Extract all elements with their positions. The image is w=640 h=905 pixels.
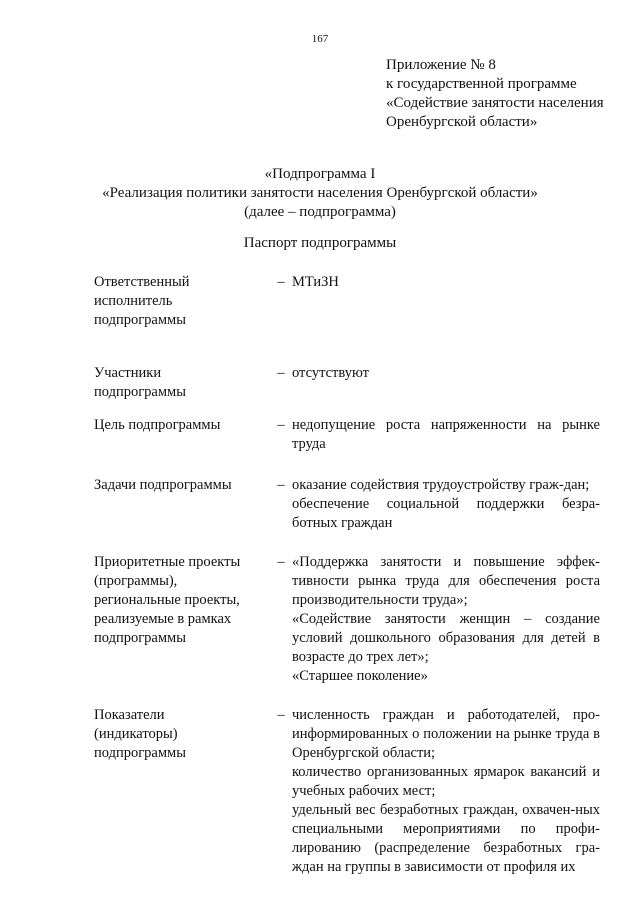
label-line: реализуемые в рамках <box>94 611 232 627</box>
row-label <box>94 273 270 330</box>
label-line: исполнитель <box>94 293 173 309</box>
subprogram-title <box>0 165 640 222</box>
value-paragraph: численность граждан и работодателей, про-информированных о положении на рынке труда в Оренбургской области; <box>292 707 600 761</box>
row-value <box>292 706 600 877</box>
dash: – <box>277 707 285 723</box>
appendix-line: к государственной программе <box>386 76 577 92</box>
passport-row-responsible <box>94 273 600 330</box>
label-line: Ответственный <box>94 274 190 290</box>
value-paragraph: обеспечение социальной поддержки безра-ботных граждан <box>292 496 600 531</box>
dash: – <box>277 477 285 493</box>
row-value <box>292 476 600 533</box>
appendix-line: Приложение № 8 <box>386 57 496 73</box>
passport-table <box>94 273 600 877</box>
value-paragraph: отсутствуют <box>292 365 369 381</box>
row-value <box>292 553 600 686</box>
appendix-header <box>386 56 604 132</box>
title-line: «Реализация политики занятости населения Оренбургской области» <box>102 185 538 201</box>
passport-row-priority-projects <box>94 553 600 686</box>
label-line: Задачи подпрограммы <box>94 477 232 493</box>
row-value <box>292 273 600 292</box>
passport-row-tasks <box>94 476 600 533</box>
label-line: Показатели <box>94 707 165 723</box>
value-paragraph: недопущение роста напряженности на рынке труда <box>292 417 600 452</box>
page-number: 167 <box>311 33 329 45</box>
row-label <box>94 706 270 763</box>
label-line: (программы), <box>94 573 178 589</box>
title-line: (далее – подпрограмма) <box>244 204 396 220</box>
label-line: подпрограммы <box>94 630 186 646</box>
value-paragraph: количество организованных ярмарок вакансий и учебных рабочих мест; <box>292 764 600 799</box>
value-paragraph: «Содействие занятости женщин – создание условий дошкольного образования для детей в возрасте до трех лет»; <box>292 611 600 665</box>
row-label <box>94 416 270 435</box>
dash: – <box>277 417 285 433</box>
label-line: подпрограммы <box>94 312 186 328</box>
label-line: подпрограммы <box>94 384 186 400</box>
passport-row-participants <box>94 364 600 402</box>
dash: – <box>277 274 285 290</box>
label-line: (индикаторы) <box>94 726 178 742</box>
appendix-line: Оренбургской области» <box>386 114 538 130</box>
label-line: Приоритетные проекты <box>94 554 241 570</box>
label-line: подпрограммы <box>94 745 186 761</box>
row-value <box>292 364 600 383</box>
label-line: Участники <box>94 365 162 381</box>
row-label <box>94 364 270 402</box>
value-paragraph: «Поддержка занятости и повышение эффек-тивности рынка труда для обеспечения роста производительности труда»; <box>292 554 600 608</box>
dash: – <box>277 365 285 381</box>
row-label <box>94 553 270 648</box>
label-line: Цель подпрограммы <box>94 417 221 433</box>
appendix-line: «Содействие занятости населения <box>386 95 604 111</box>
value-paragraph: МТиЗН <box>292 274 339 290</box>
row-value <box>292 416 600 454</box>
value-paragraph: удельный вес безработных граждан, охвачен-ных специальными мероприятиями по профи-лированию (распределение безработных гра-ждан на группы в зависимости от профиля их <box>292 802 600 875</box>
value-paragraph: оказание содействия трудоустройству граж-дан; <box>292 477 590 493</box>
title-line: «Подпрограмма I <box>264 166 376 182</box>
passport-row-indicators <box>94 706 600 877</box>
row-label <box>94 476 270 495</box>
label-line: региональные проекты, <box>94 592 240 608</box>
passport-row-goal <box>94 416 600 454</box>
dash: – <box>277 554 285 570</box>
passport-title: Паспорт подпрограммы <box>243 235 397 251</box>
value-paragraph: «Старшее поколение» <box>292 668 428 684</box>
